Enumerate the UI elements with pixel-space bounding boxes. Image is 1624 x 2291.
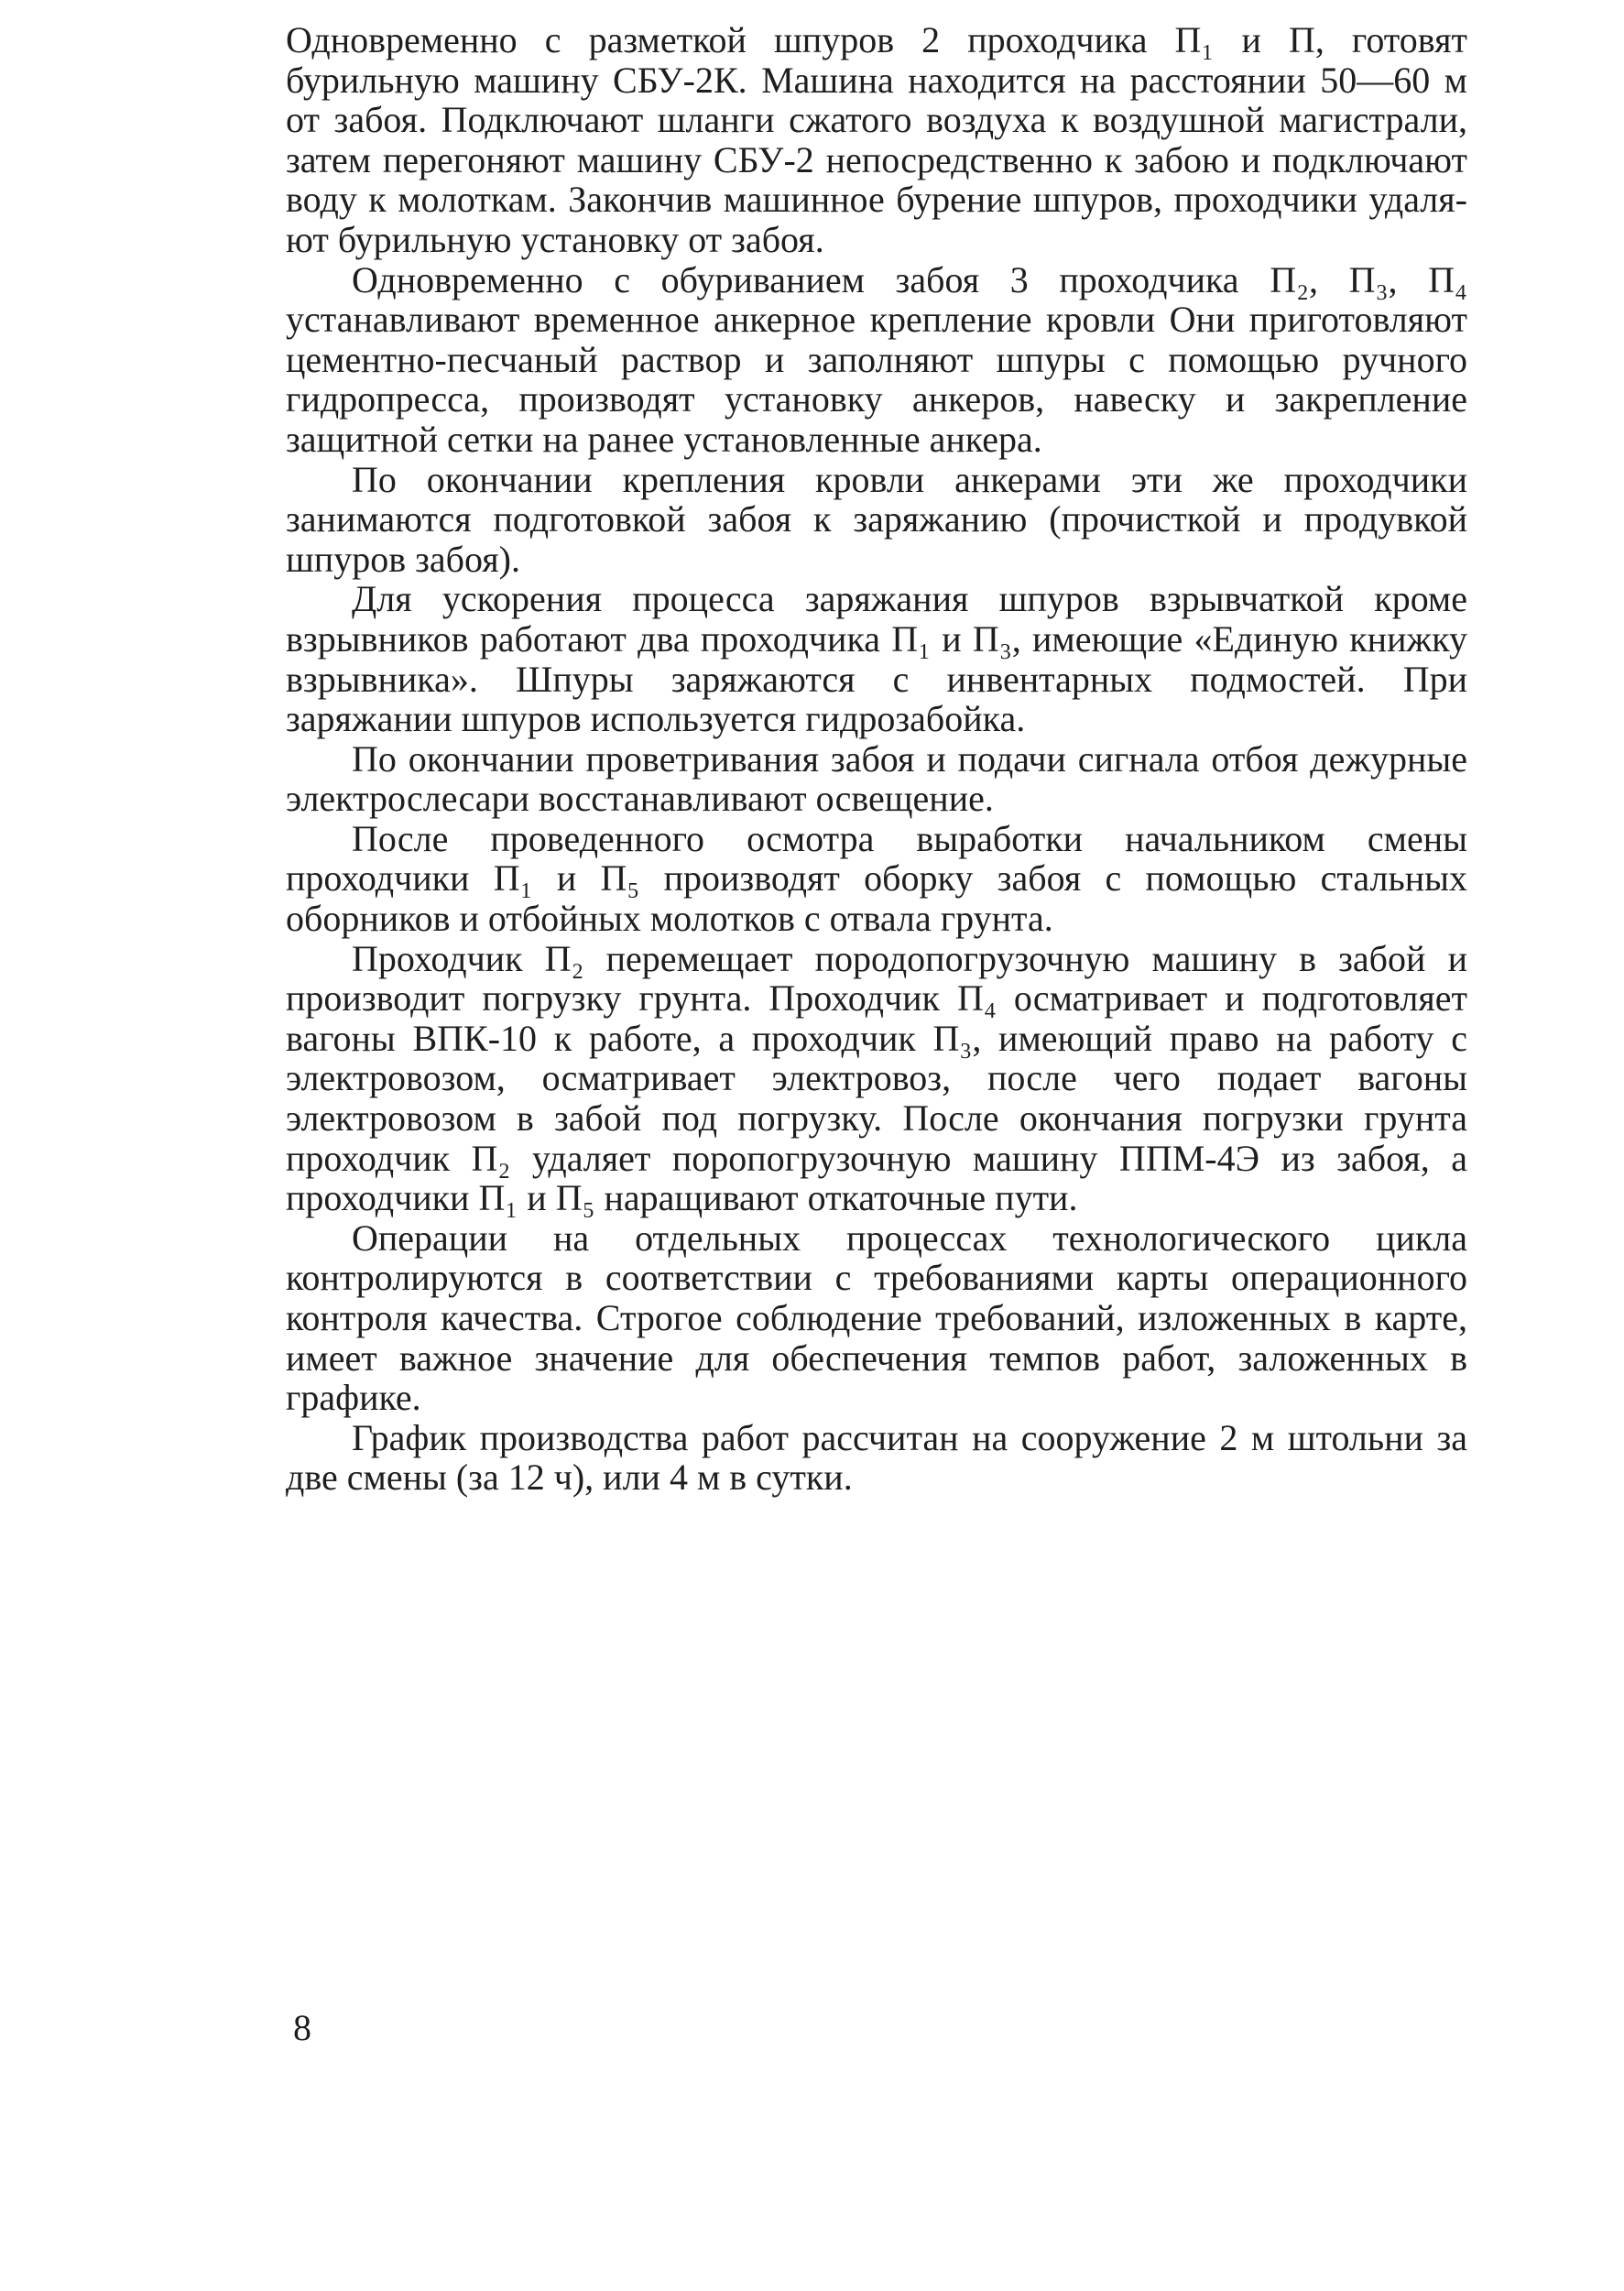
paragraph-5: По окончании проветривания забоя и подачи сигнала отбоя дежурные электрослесари восстанавливают освещение. (286, 737, 1467, 820)
body-text (286, 20, 1467, 1498)
page-number: 8 (293, 2007, 311, 2048)
paragraph-3: По окончании крепления кровли анкерами эти же проходчики занимаются подготовкой забоя к заряжанию (прочисткой и продувкой шпуров забоя). (286, 458, 1467, 580)
paragraph-9: График производства работ рассчитан на сооружение 2 м штольни за две смены (за 12 ч), или 4 м в сутки. (286, 1416, 1467, 1499)
paragraph-7: Проходчик П₂ перемещает породопогрузочную машину в забой и производит погрузку грунта. Проходчик П₄ осматривает и подготовляет вагоны ВПК-10 к работе, а проходчик П₃, имеющий право на работу с электровозом, осматривает электровоз, после чего подает вагоны электровозом в забой под погрузку. После окончания погрузки грунта проходчик П₂ удаляет поропогрузочную машину ППМ-4Э из забоя, а проходчики П₁ и П₅ наращивают откаточные пути. (286, 937, 1467, 1219)
paragraph-2: Одновременно с обуриванием забоя 3 проходчика П₂, П₃, П₄ устанавливают временное анкерное крепление кровли Они приготовляют цементно-песчаный раствор и заполняют шпуры с помощью ручного гидропресса, производят установку анкеров, навеску и закрепление защитной сетки на ранее установленные анкера. (286, 258, 1467, 460)
paragraph-8: Операции на отдельных процессах технологического цикла контролируются в соответствии с требованиями карты операционного контроля качества. Строгое соблюдение требований, изложенных в карте, имеет важное значение для обеспечения темпов работ, заложенных в графике. (286, 1216, 1467, 1419)
paragraph-4: Для ускорения процесса заряжания шпуров взрывчаткой кроме взрывников работают два проходчика П₁ и П₃, имеющие «Единую книжку взрывника». Шпуры заряжаются с инвентарных подмостей. При заряжании шпуров используется гидрозабойка. (286, 578, 1467, 740)
paragraph-1: Одновременно с разметкой шпуров 2 проходчика П₁ и П, готовят бурильную машину СБУ-2К. Машина находится на расстоянии 50—60 м от забоя. Подключают шланги сжатого воздуха к воздушной магистрали, затем перегоняют машину СБУ-2 непосредственно к забою и подключают воду к молоткам. Закончив машинное бурение шпуров, проходчики удаляют бурильную установку от забоя. (286, 19, 1467, 260)
paragraph-6: После проведенного осмотра выработки начальником смены проходчики П₁ и П₅ производят оборку забоя с помощью стальных оборников и отбойных молотков с отвала грунта. (286, 817, 1467, 940)
